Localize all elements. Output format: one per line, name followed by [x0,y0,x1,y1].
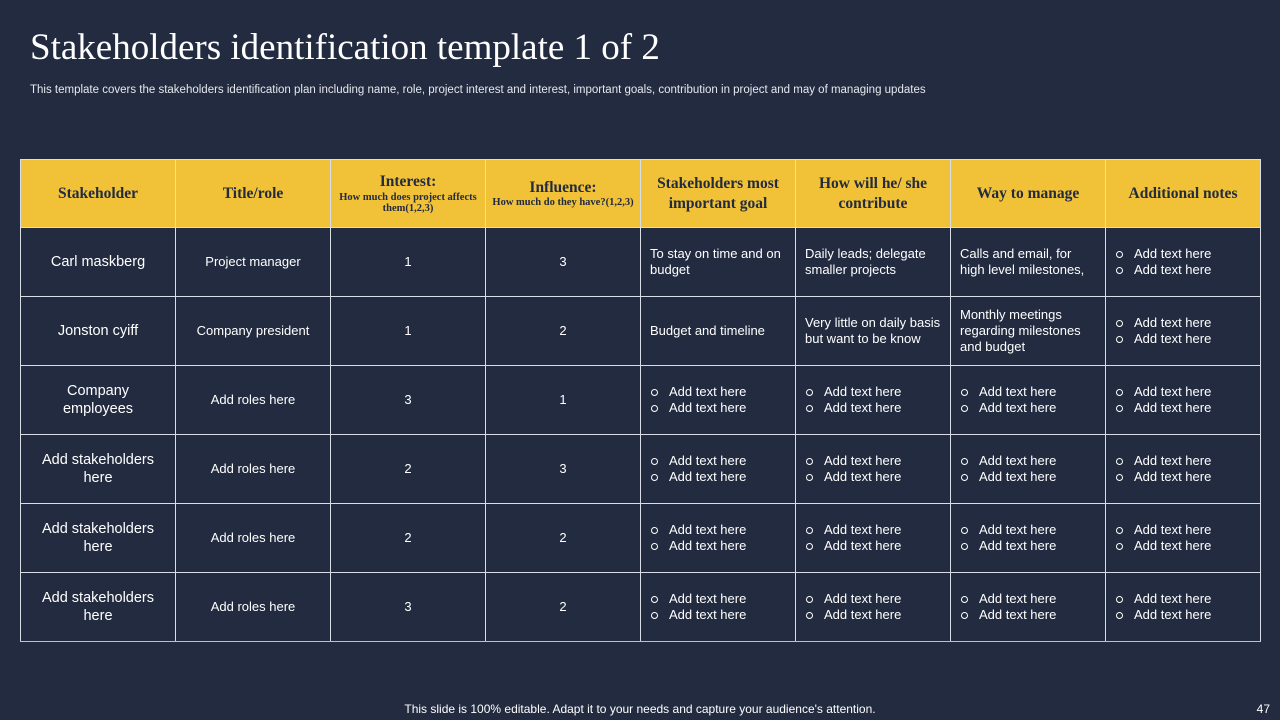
table-header [21,160,1261,228]
influence-cell: 2 [486,504,641,573]
bullet-list [650,453,786,485]
bullet-item: Add text here [1115,262,1251,278]
cell-text: Daily leads; delegate smaller projects [805,246,926,277]
bullet-item: Add text here [650,469,786,485]
column-header-label: Additional notes [1128,184,1238,202]
slide-footer: This slide is 100% editable. Adapt it to your needs and capture your audience's attention. [404,702,876,716]
stakeholder-cell: Add stakeholders here [21,435,176,504]
bullet-item: Add text here [960,591,1096,607]
bullet-item: Add text here [960,469,1096,485]
role-cell: Add roles here [176,366,331,435]
bullet-list [805,522,941,554]
bullet-list [805,453,941,485]
table-row [21,435,1261,504]
column-header [796,160,951,228]
bullet-item: Add text here [960,453,1096,469]
column-header [331,160,486,228]
slide-subtitle: This template covers the stakeholders identification plan including name, role, project interest and interest, important goals, contribution in project and may of managing updates [30,84,926,96]
stakeholder-cell: Jonston cyiff [21,297,176,366]
bullet-item: Add text here [805,453,941,469]
bullet-item: Add text here [805,384,941,400]
bullet-list [1115,453,1251,485]
cell-text: Monthly meetings regarding milestones and budget [960,307,1081,354]
cell-text: Very little on daily basis but want to be know [805,315,941,346]
bullet-item: Add text here [1115,331,1251,347]
contribute-cell [796,366,951,435]
bullet-item: Add text here [960,538,1096,554]
interest-cell: 1 [331,228,486,297]
notes-cell [1106,573,1261,642]
goal-cell [641,297,796,366]
column-header [176,160,331,228]
bullet-list [650,522,786,554]
bullet-list [650,591,786,623]
column-header [641,160,796,228]
column-header-label: Stakeholders most important goal [657,175,779,212]
bullet-list [805,384,941,416]
influence-cell: 1 [486,366,641,435]
contribute-cell [796,297,951,366]
table-row [21,228,1261,297]
role-cell: Project manager [176,228,331,297]
bullet-item: Add text here [805,591,941,607]
table-body [21,228,1261,642]
manage-cell [951,297,1106,366]
column-header-label: Interest: [379,173,437,191]
bullet-item: Add text here [650,522,786,538]
table-row [21,504,1261,573]
bullet-list [960,591,1096,623]
bullet-list [805,591,941,623]
bullet-item: Add text here [1115,400,1251,416]
bullet-list [1115,315,1251,347]
contribute-cell [796,228,951,297]
bullet-list [1115,384,1251,416]
bullet-item: Add text here [805,607,941,623]
table-row [21,573,1261,642]
interest-cell: 3 [331,366,486,435]
role-cell: Add roles here [176,504,331,573]
bullet-item: Add text here [650,591,786,607]
goal-cell [641,504,796,573]
bullet-item: Add text here [650,538,786,554]
cell-text: Calls and email, for high level milestones, [960,246,1085,277]
bullet-item: Add text here [805,469,941,485]
bullet-item: Add text here [960,607,1096,623]
bullet-item: Add text here [1115,246,1251,262]
goal-cell [641,228,796,297]
bullet-item: Add text here [650,607,786,623]
bullet-item: Add text here [805,522,941,538]
bullet-list [960,384,1096,416]
slide-title: Stakeholders identification template 1 of 2 [30,27,660,68]
interest-cell: 1 [331,297,486,366]
bullet-item: Add text here [1115,591,1251,607]
bullet-list [960,522,1096,554]
stakeholder-cell: Add stakeholders here [21,504,176,573]
goal-cell [641,435,796,504]
bullet-item: Add text here [805,400,941,416]
column-header-label: Way to manage [976,184,1080,202]
contribute-cell [796,504,951,573]
stakeholder-cell: Carl maskberg [21,228,176,297]
bullet-item: Add text here [650,400,786,416]
column-header-label: Influence: [529,179,597,197]
manage-cell [951,435,1106,504]
interest-cell: 2 [331,435,486,504]
role-cell: Company president [176,297,331,366]
manage-cell [951,504,1106,573]
notes-cell [1106,435,1261,504]
table-row [21,366,1261,435]
bullet-list [1115,522,1251,554]
goal-cell [641,573,796,642]
bullet-list [960,453,1096,485]
manage-cell [951,366,1106,435]
contribute-cell [796,573,951,642]
bullet-item: Add text here [1115,453,1251,469]
bullet-item: Add text here [650,384,786,400]
bullet-item: Add text here [960,384,1096,400]
interest-cell: 2 [331,504,486,573]
notes-cell [1106,297,1261,366]
column-header [486,160,641,228]
column-header-label: Stakeholder [57,184,139,202]
bullet-item: Add text here [1115,538,1251,554]
column-header [21,160,176,228]
bullet-item: Add text here [960,400,1096,416]
interest-cell: 3 [331,573,486,642]
notes-cell [1106,366,1261,435]
stakeholders-table [20,159,1261,642]
influence-cell: 3 [486,435,641,504]
bullet-item: Add text here [1115,522,1251,538]
column-header [951,160,1106,228]
notes-cell [1106,504,1261,573]
bullet-item: Add text here [650,453,786,469]
column-header-label: Title/role [222,184,284,202]
cell-text: Budget and timeline [650,323,765,338]
influence-cell: 2 [486,573,641,642]
bullet-item: Add text here [1115,607,1251,623]
header-row [21,160,1261,228]
role-cell: Add roles here [176,435,331,504]
role-cell: Add roles here [176,573,331,642]
table-row [21,297,1261,366]
page-number: 47 [1256,702,1270,716]
stakeholder-cell: Company employees [21,366,176,435]
notes-cell [1106,228,1261,297]
column-header [1106,160,1261,228]
column-header-sublabel: How much does project affects them(1,2,3) [339,191,477,215]
contribute-cell [796,435,951,504]
column-header-sublabel: How much do they have?(1,2,3) [492,197,634,209]
bullet-item: Add text here [1115,469,1251,485]
bullet-item: Add text here [960,522,1096,538]
stakeholder-cell: Add stakeholders here [21,573,176,642]
bullet-list [650,384,786,416]
influence-cell: 3 [486,228,641,297]
column-header-label: How will he/ she contribute [818,175,928,212]
bullet-item: Add text here [1115,315,1251,331]
bullet-list [1115,591,1251,623]
influence-cell: 2 [486,297,641,366]
manage-cell [951,573,1106,642]
bullet-item: Add text here [1115,384,1251,400]
cell-text: To stay on time and on budget [650,246,781,277]
bullet-list [1115,246,1251,278]
manage-cell [951,228,1106,297]
goal-cell [641,366,796,435]
bullet-item: Add text here [805,538,941,554]
